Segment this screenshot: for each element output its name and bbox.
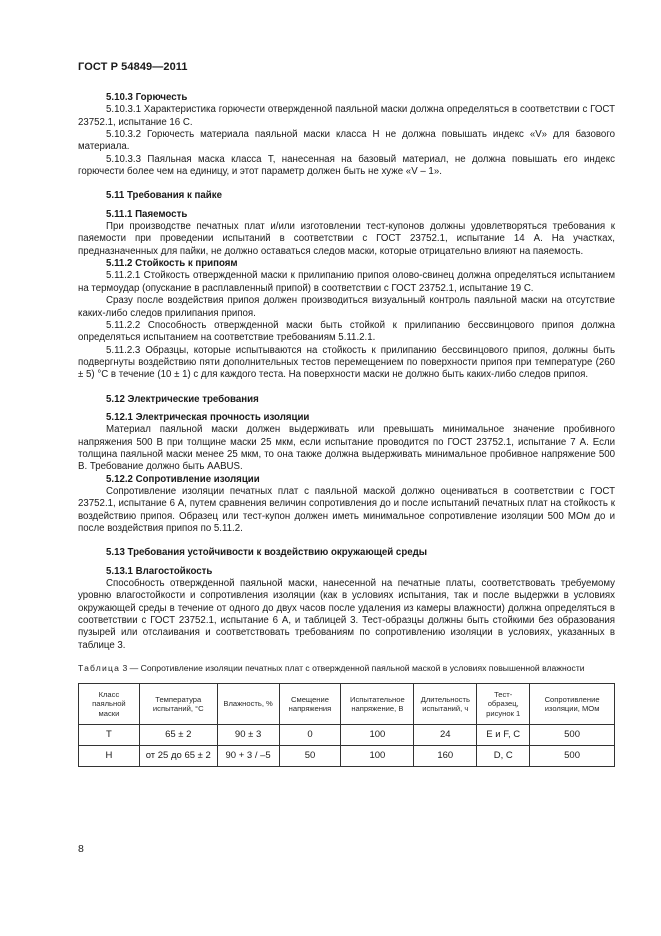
table-cell: E и F, C (477, 725, 530, 746)
column-header: Смещение напряжения (279, 684, 341, 725)
body-paragraph: 5.10.3.1 Характеристика горючести отвержденной паяльной маски должна определяться в соответствии с ГОСТ 23752.1, испытание 16 С. (78, 104, 615, 128)
body-paragraph: Сразу после воздействия припоя должен производиться визуальный контроль паяльной маски на отсутствие каких-либо следов прилипания припоя. (78, 295, 615, 319)
subsection-heading: 5.11.1 Паяемость (106, 208, 188, 220)
body-paragraph: 5.10.3.3 Паяльная маска класса Т, нанесенная на базовый материал, не должна повышать его индекс горючести более чем на единицу, и этот параметр должен быть не хуже «V – 1». (78, 153, 615, 178)
section-list (78, 92, 615, 652)
table-cell: 90 ± 3 (217, 725, 279, 746)
table-row (79, 725, 615, 746)
body-paragraph: Сопротивление изоляции печатных плат с паяльной маской должно оцениваться в соответствии с ГОСТ 23752.1, испытание 6 А, путем сравнения величин сопротивления до и после испытаний печатных плат на стойкость к воздействию припоя. Образец или тест-купон должен иметь минимальное сопротивление изоляции 500 МОм до и после воздействия припоя по 5.11.2. (78, 485, 615, 534)
column-header: Тест-образец, рисунок 1 (477, 684, 530, 725)
table-cell: Н (79, 746, 140, 767)
table-row (79, 746, 615, 767)
column-header: Испытательное напряжение, В (341, 684, 414, 725)
table-cell: 100 (341, 746, 414, 767)
body-paragraph: Материал паяльной маски должен выдерживать или превышать минимальное значение пробивного напряжения 500 В при толщине маски 25 мкм, если испытание проводится по ГОСТ 23752.1, испытание 7 А. Если толщина паяльной маски менее 25 мкм, то она также должна выдерживать минимальное пробивное напряжение 500 В. Требование должно быть ААВUS. (78, 424, 615, 473)
insulation-resistance-table (78, 683, 615, 767)
body-paragraph: 5.11.2.3 Образцы, которые испытываются на стойкость к прилипанию бессвинцового припоя, должны быть подвергнуты воздействию пяти дополнительных тестов перемещением по поверхности припоя при температуре (260 ± 5) °С в течение (10 ± 1) с для каждого теста. На поверхности маски не должно быть каких-либо следов припоя. (78, 344, 615, 381)
page-number: 8 (78, 843, 84, 855)
section-heading: 5.13 Требования устойчивости к воздействию окружающей среды (106, 547, 428, 559)
table-cell: 50 (279, 746, 341, 767)
column-header: Длительность испытаний, ч (414, 684, 477, 725)
table-cell: 90 + 3 / –5 (217, 746, 279, 767)
body-paragraph: 5.10.3.2 Горючесть материала паяльной маски класса Н не должна повышать индекс «V» для базового материала. (78, 129, 615, 153)
subsection-heading: 5.12.1 Электрическая прочность изоляции (106, 411, 310, 423)
table-cell: 500 (530, 746, 615, 767)
document-body (78, 92, 615, 767)
table-header-row (79, 684, 615, 725)
body-paragraph: При производстве печатных плат и/или изготовлении тест-купонов должны удовлетворяться требования к паяемости при проведении испытаний в соответствии с ГОСТ 23752.1, испытание 14 А. На участках, предназначенных для пайки, не должно оставаться следов маски, которые отрицательно влияют на паяемость. (78, 221, 615, 257)
body-paragraph: 5.11.2.1 Стойкость отвержденной маски к прилипанию припоя олово-свинец должна определяться испытанием на термоудар (опускание в расплавленный припой) в соответствии с ГОСТ 23752.1, испытание 19 С. (78, 270, 615, 294)
subsection-heading: 5.13.1 Влагостойкость (106, 565, 213, 577)
column-header: Сопротивление изоляции, МОм (530, 684, 615, 725)
table-cell: от 25 до 65 ± 2 (139, 746, 217, 767)
table-cell: 100 (341, 725, 414, 746)
subsection-heading: 5.10.3 Горючесть (106, 92, 188, 103)
document-header: ГОСТ Р 54849—2011 (78, 61, 188, 73)
section-heading: 5.12 Электрические требования (106, 393, 259, 405)
section-heading: 5.11 Требования к пайке (106, 190, 222, 202)
table-cell: 65 ± 2 (139, 725, 217, 746)
table-cell: 0 (279, 725, 341, 746)
table-caption-label: Таблица (78, 663, 121, 674)
subsection-heading: 5.12.2 Сопротивление изоляции (106, 473, 260, 485)
table-cell: D, C (477, 746, 530, 767)
table-caption (78, 663, 615, 674)
column-header: Влажность, % (217, 684, 279, 725)
column-header: Класс паяльной маски (79, 684, 140, 725)
column-header: Температура испытаний, °С (139, 684, 217, 725)
table-cell: 24 (414, 725, 477, 746)
table-cell: 500 (530, 725, 615, 746)
body-paragraph: Способность отвержденной паяльной маски, нанесенной на печатные платы, соответствовать требуемому уровню влагостойкости и сопротивления изоляции (как в условиях испытания, так и после выдержки в условиях окружающей среды в течение от одного до двух часов после удаления из камеры влажности) должна определяться в соответствии с ГОСТ 23752.1, испытание 6 А, и таблицей 3. Тест-образцы должны быть стойкими без образования пузырей или отслаивания и соответствовать требованиям по сопротивлению изоляции в условиях, указанных в таблице 3. (78, 578, 615, 651)
table-cell: 160 (414, 746, 477, 767)
table-cell: Т (79, 725, 140, 746)
body-paragraph: 5.11.2.2 Способность отвержденной маски быть стойкой к прилипанию бессвинцового припоя должна определяться испытанием на соответствие требованиям 5.11.2.1. (78, 319, 615, 344)
subsection-heading: 5.11.2 Стойкость к припоям (106, 258, 238, 270)
table-caption-text: 3 — Сопротивление изоляции печатных плат с отвержденной паяльной маской в условиях повышенной влажности (122, 663, 585, 674)
